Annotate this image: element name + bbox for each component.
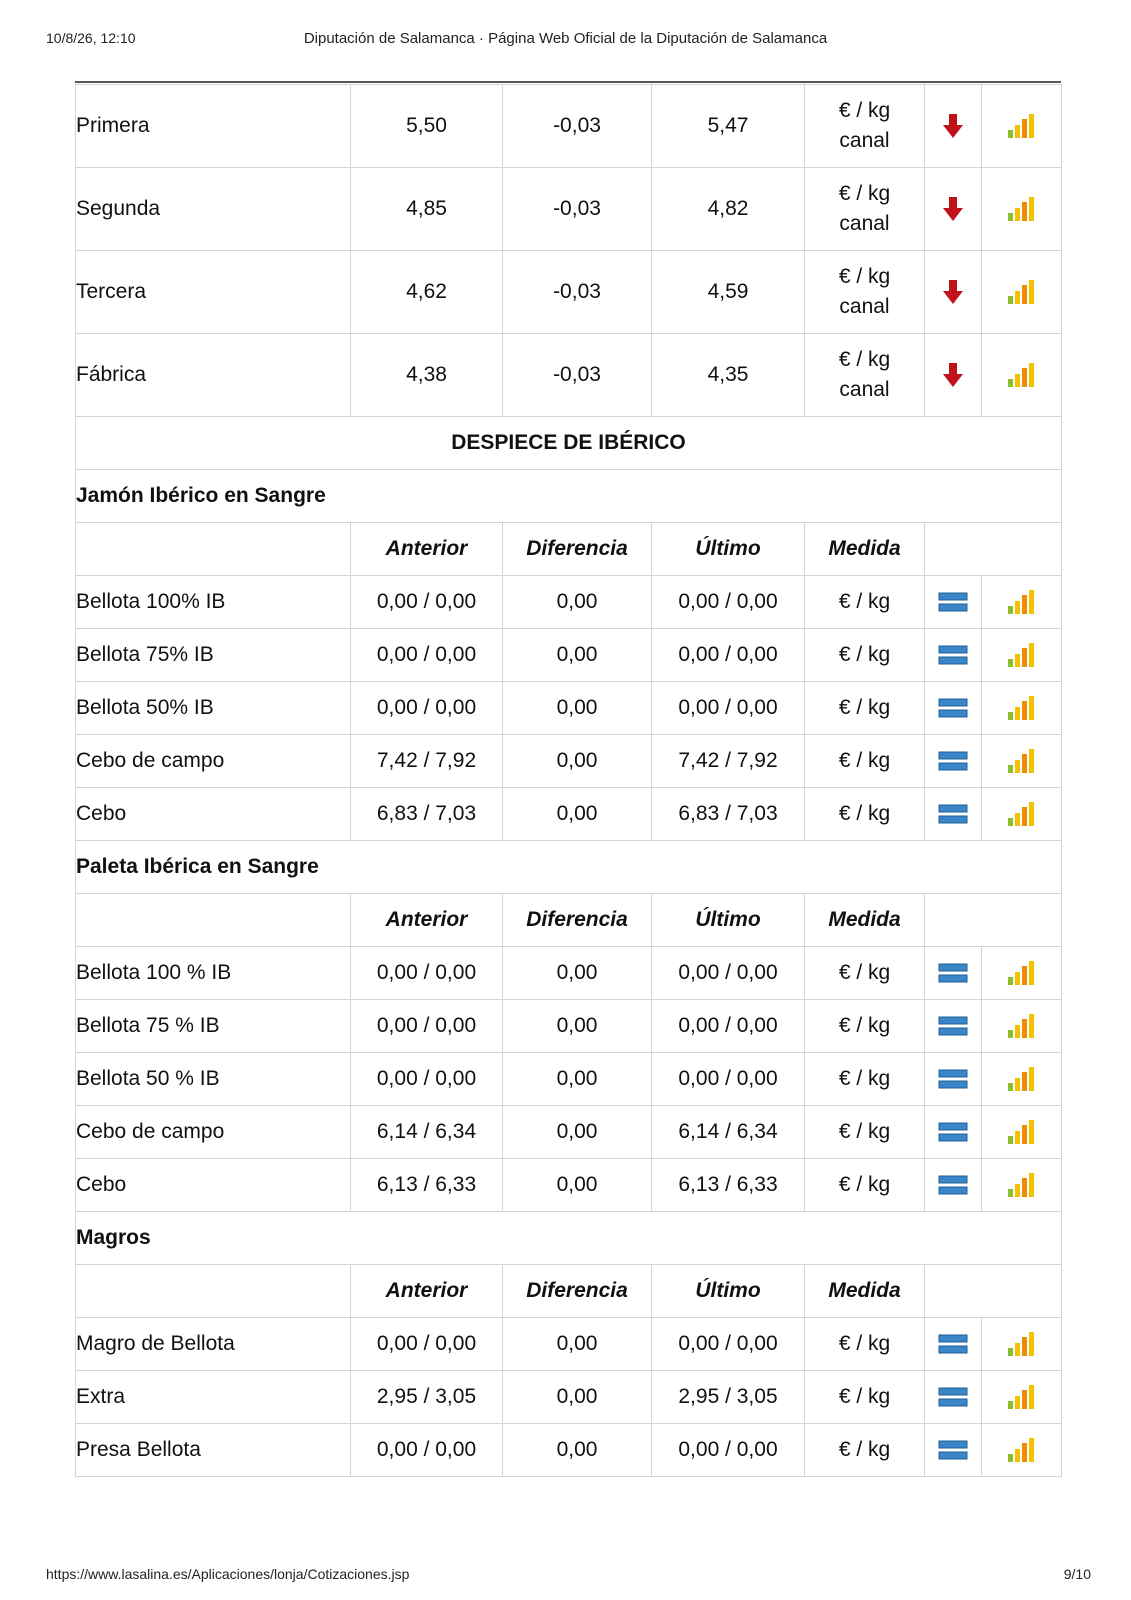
cell-anterior: 2,95 / 3,05: [351, 1371, 503, 1424]
header-diferencia: Diferencia: [503, 523, 652, 576]
price-table: [75, 84, 1062, 1477]
group-title-row: [76, 841, 1062, 894]
cell-diferencia: 0,00: [503, 1106, 652, 1159]
group-title: Magros: [76, 1212, 1062, 1265]
table-row: [76, 168, 1062, 251]
cell-chart-link[interactable]: [982, 251, 1062, 334]
cell-chart-link[interactable]: [982, 168, 1062, 251]
table-row: [76, 682, 1062, 735]
equal-trend-icon: [938, 1121, 968, 1143]
cell-anterior: 0,00 / 0,00: [351, 1053, 503, 1106]
equal-trend-icon: [938, 697, 968, 719]
medida-line-2: canal: [839, 378, 890, 401]
cell-medida: € / kg: [805, 576, 925, 629]
down-arrow-icon: [942, 278, 964, 306]
equal-trend-icon: [938, 803, 968, 825]
bar-chart-icon[interactable]: [1007, 1066, 1037, 1092]
cell-diferencia: 0,00: [503, 629, 652, 682]
cell-diferencia: 0,00: [503, 1000, 652, 1053]
equal-trend-icon: [938, 1386, 968, 1408]
cell-trend: [925, 1000, 982, 1053]
medida-line-1: € / kg: [838, 348, 891, 371]
row-name: Bellota 75 % IB: [76, 1000, 351, 1053]
header-anterior: Anterior: [351, 894, 503, 947]
equal-trend-icon: [938, 1439, 968, 1461]
table-row: [76, 1159, 1062, 1212]
row-name: Bellota 50 % IB: [76, 1053, 351, 1106]
cell-chart-link[interactable]: [982, 576, 1062, 629]
cell-chart-link[interactable]: [982, 735, 1062, 788]
print-page-number: 9/10: [1063, 1566, 1091, 1582]
cell-ultimo: 0,00 / 0,00: [652, 1000, 805, 1053]
cell-anterior: 4,85: [351, 168, 503, 251]
cell-medida: € / kg: [805, 1318, 925, 1371]
cell-chart-link[interactable]: [982, 1371, 1062, 1424]
cell-medida: [805, 85, 925, 168]
column-header-row: [76, 523, 1062, 576]
bar-chart-icon[interactable]: [1007, 1437, 1037, 1463]
equal-trend-icon: [938, 1333, 968, 1355]
header-diferencia: Diferencia: [503, 894, 652, 947]
cell-chart-link[interactable]: [982, 788, 1062, 841]
cell-anterior: 4,38: [351, 334, 503, 417]
table-row: [76, 334, 1062, 417]
cell-trend: [925, 682, 982, 735]
cell-diferencia: 0,00: [503, 682, 652, 735]
header-diferencia: Diferencia: [503, 1265, 652, 1318]
cell-diferencia: -0,03: [503, 334, 652, 417]
row-name: Tercera: [76, 251, 351, 334]
cell-medida: € / kg: [805, 1000, 925, 1053]
table-row: [76, 576, 1062, 629]
cell-chart-link[interactable]: [982, 1424, 1062, 1477]
table-row: [76, 251, 1062, 334]
group-title-row: [76, 1212, 1062, 1265]
cell-diferencia: 0,00: [503, 1053, 652, 1106]
cell-trend: [925, 1371, 982, 1424]
cell-medida: [805, 334, 925, 417]
header-ultimo: Último: [652, 894, 805, 947]
cell-trend: [925, 735, 982, 788]
cell-medida: [805, 168, 925, 251]
row-name: Cebo: [76, 1159, 351, 1212]
cell-ultimo: 0,00 / 0,00: [652, 947, 805, 1000]
cell-trend: [925, 1424, 982, 1477]
bar-chart-icon[interactable]: [1007, 960, 1037, 986]
cell-anterior: 0,00 / 0,00: [351, 947, 503, 1000]
row-name: Cebo de campo: [76, 735, 351, 788]
cell-diferencia: 0,00: [503, 1318, 652, 1371]
down-arrow-icon: [942, 112, 964, 140]
medida-line-1: € / kg: [838, 182, 891, 205]
row-name: Cebo: [76, 788, 351, 841]
cell-chart-link[interactable]: [982, 1159, 1062, 1212]
medida-line-2: canal: [839, 129, 890, 152]
equal-trend-icon: [938, 1015, 968, 1037]
cell-diferencia: 0,00: [503, 788, 652, 841]
cell-diferencia: -0,03: [503, 85, 652, 168]
cell-chart-link[interactable]: [982, 1000, 1062, 1053]
bar-chart-icon[interactable]: [1007, 589, 1037, 615]
cell-ultimo: 0,00 / 0,00: [652, 1053, 805, 1106]
print-url: https://www.lasalina.es/Aplicaciones/lonja/Cotizaciones.jsp: [46, 1566, 410, 1582]
cell-anterior: 7,42 / 7,92: [351, 735, 503, 788]
medida-line-1: € / kg: [838, 99, 891, 122]
cell-trend: [925, 85, 982, 168]
bar-chart-icon[interactable]: [1007, 642, 1037, 668]
medida-line-2: canal: [839, 295, 890, 318]
row-name: Bellota 100% IB: [76, 576, 351, 629]
equal-trend-icon: [938, 591, 968, 613]
cell-ultimo: 0,00 / 0,00: [652, 682, 805, 735]
down-arrow-icon: [942, 361, 964, 389]
cell-diferencia: 0,00: [503, 576, 652, 629]
row-name: Cebo de campo: [76, 1106, 351, 1159]
cell-ultimo: 4,82: [652, 168, 805, 251]
cell-diferencia: 0,00: [503, 1159, 652, 1212]
group-title-row: [76, 470, 1062, 523]
header-icons-empty: [925, 523, 1062, 576]
cell-anterior: 0,00 / 0,00: [351, 1000, 503, 1053]
header-medida: Medida: [805, 1265, 925, 1318]
cell-trend: [925, 1159, 982, 1212]
cell-trend: [925, 1318, 982, 1371]
table-row: [76, 1106, 1062, 1159]
row-name: Presa Bellota: [76, 1424, 351, 1477]
section-row: [76, 417, 1062, 470]
bar-chart-icon[interactable]: [1007, 362, 1037, 388]
cell-chart-link[interactable]: [982, 629, 1062, 682]
cell-trend: [925, 788, 982, 841]
header-anterior: Anterior: [351, 523, 503, 576]
print-date: 10/8/26, 12:10: [46, 30, 136, 46]
table-row: [76, 1000, 1062, 1053]
bar-chart-icon[interactable]: [1007, 1384, 1037, 1410]
cell-anterior: 0,00 / 0,00: [351, 629, 503, 682]
cell-anterior: 0,00 / 0,00: [351, 576, 503, 629]
cell-trend: [925, 1106, 982, 1159]
table-row: [76, 788, 1062, 841]
bar-chart-icon[interactable]: [1007, 1119, 1037, 1145]
group-title: Paleta Ibérica en Sangre: [76, 841, 1062, 894]
column-header-row: [76, 1265, 1062, 1318]
cell-medida: € / kg: [805, 682, 925, 735]
equal-trend-icon: [938, 962, 968, 984]
cell-ultimo: 7,42 / 7,92: [652, 735, 805, 788]
cell-diferencia: 0,00: [503, 947, 652, 1000]
cell-ultimo: 0,00 / 0,00: [652, 629, 805, 682]
cell-trend: [925, 251, 982, 334]
cell-ultimo: 0,00 / 0,00: [652, 1424, 805, 1477]
cell-anterior: 6,83 / 7,03: [351, 788, 503, 841]
cell-medida: € / kg: [805, 947, 925, 1000]
cell-ultimo: 6,83 / 7,03: [652, 788, 805, 841]
header-empty: [76, 523, 351, 576]
section-title: DESPIECE DE IBÉRICO: [76, 417, 1062, 470]
cell-chart-link[interactable]: [982, 85, 1062, 168]
header-anterior: Anterior: [351, 1265, 503, 1318]
row-name: Bellota 100 % IB: [76, 947, 351, 1000]
header-icons-empty: [925, 894, 1062, 947]
cell-ultimo: 4,59: [652, 251, 805, 334]
bar-chart-icon[interactable]: [1007, 196, 1037, 222]
row-name: Extra: [76, 1371, 351, 1424]
cell-ultimo: 4,35: [652, 334, 805, 417]
equal-trend-icon: [938, 750, 968, 772]
cell-anterior: 0,00 / 0,00: [351, 1318, 503, 1371]
table-row: [76, 947, 1062, 1000]
table-row: [76, 85, 1062, 168]
medida-line-1: € / kg: [838, 265, 891, 288]
cell-chart-link[interactable]: [982, 1053, 1062, 1106]
table-row: [76, 1053, 1062, 1106]
cell-anterior: 6,13 / 6,33: [351, 1159, 503, 1212]
cell-ultimo: 6,14 / 6,34: [652, 1106, 805, 1159]
header-ultimo: Último: [652, 523, 805, 576]
bar-chart-icon[interactable]: [1007, 279, 1037, 305]
cell-ultimo: 0,00 / 0,00: [652, 1318, 805, 1371]
cell-medida: € / kg: [805, 1053, 925, 1106]
table-row: [76, 629, 1062, 682]
equal-trend-icon: [938, 1068, 968, 1090]
equal-trend-icon: [938, 644, 968, 666]
cell-trend: [925, 1053, 982, 1106]
cell-diferencia: 0,00: [503, 735, 652, 788]
medida-line-2: canal: [839, 212, 890, 235]
header-medida: Medida: [805, 523, 925, 576]
cell-medida: [805, 251, 925, 334]
cell-chart-link[interactable]: [982, 1318, 1062, 1371]
row-name: Bellota 50% IB: [76, 682, 351, 735]
header-empty: [76, 894, 351, 947]
cell-medida: € / kg: [805, 788, 925, 841]
down-arrow-icon: [942, 195, 964, 223]
table-row: [76, 1371, 1062, 1424]
bar-chart-icon[interactable]: [1007, 113, 1037, 139]
cell-chart-link[interactable]: [982, 682, 1062, 735]
cell-anterior: 6,14 / 6,34: [351, 1106, 503, 1159]
table-row: [76, 1318, 1062, 1371]
row-name: Primera: [76, 85, 351, 168]
cell-chart-link[interactable]: [982, 334, 1062, 417]
bar-chart-icon[interactable]: [1007, 748, 1037, 774]
cell-anterior: 0,00 / 0,00: [351, 1424, 503, 1477]
cell-medida: € / kg: [805, 1106, 925, 1159]
cell-medida: € / kg: [805, 1424, 925, 1477]
cell-medida: € / kg: [805, 1371, 925, 1424]
row-name: Fábrica: [76, 334, 351, 417]
cell-chart-link[interactable]: [982, 1106, 1062, 1159]
cell-diferencia: 0,00: [503, 1424, 652, 1477]
header-icons-empty: [925, 1265, 1062, 1318]
row-name: Segunda: [76, 168, 351, 251]
row-name: Magro de Bellota: [76, 1318, 351, 1371]
cell-anterior: 4,62: [351, 251, 503, 334]
cell-chart-link[interactable]: [982, 947, 1062, 1000]
cell-diferencia: -0,03: [503, 251, 652, 334]
cell-anterior: 5,50: [351, 85, 503, 168]
cell-diferencia: -0,03: [503, 168, 652, 251]
row-name: Bellota 75% IB: [76, 629, 351, 682]
header-ultimo: Último: [652, 1265, 805, 1318]
cell-ultimo: 6,13 / 6,33: [652, 1159, 805, 1212]
cell-anterior: 0,00 / 0,00: [351, 682, 503, 735]
cell-trend: [925, 168, 982, 251]
cell-ultimo: 2,95 / 3,05: [652, 1371, 805, 1424]
cell-trend: [925, 947, 982, 1000]
bar-chart-icon[interactable]: [1007, 1331, 1037, 1357]
header-medida: Medida: [805, 894, 925, 947]
print-page-title: Diputación de Salamanca · Página Web Oficial de la Diputación de Salamanca: [303, 30, 828, 47]
cell-ultimo: 5,47: [652, 85, 805, 168]
cell-medida: € / kg: [805, 1159, 925, 1212]
cell-ultimo: 0,00 / 0,00: [652, 576, 805, 629]
cell-trend: [925, 629, 982, 682]
bar-chart-icon[interactable]: [1007, 695, 1037, 721]
bar-chart-icon[interactable]: [1007, 1172, 1037, 1198]
cell-trend: [925, 576, 982, 629]
bar-chart-icon[interactable]: [1007, 801, 1037, 827]
column-header-row: [76, 894, 1062, 947]
cell-trend: [925, 334, 982, 417]
cell-diferencia: 0,00: [503, 1371, 652, 1424]
equal-trend-icon: [938, 1174, 968, 1196]
group-title: Jamón Ibérico en Sangre: [76, 470, 1062, 523]
cell-medida: € / kg: [805, 735, 925, 788]
table-top-border: [75, 81, 1061, 83]
table-row: [76, 735, 1062, 788]
bar-chart-icon[interactable]: [1007, 1013, 1037, 1039]
cell-medida: € / kg: [805, 629, 925, 682]
table-row: [76, 1424, 1062, 1477]
header-empty: [76, 1265, 351, 1318]
